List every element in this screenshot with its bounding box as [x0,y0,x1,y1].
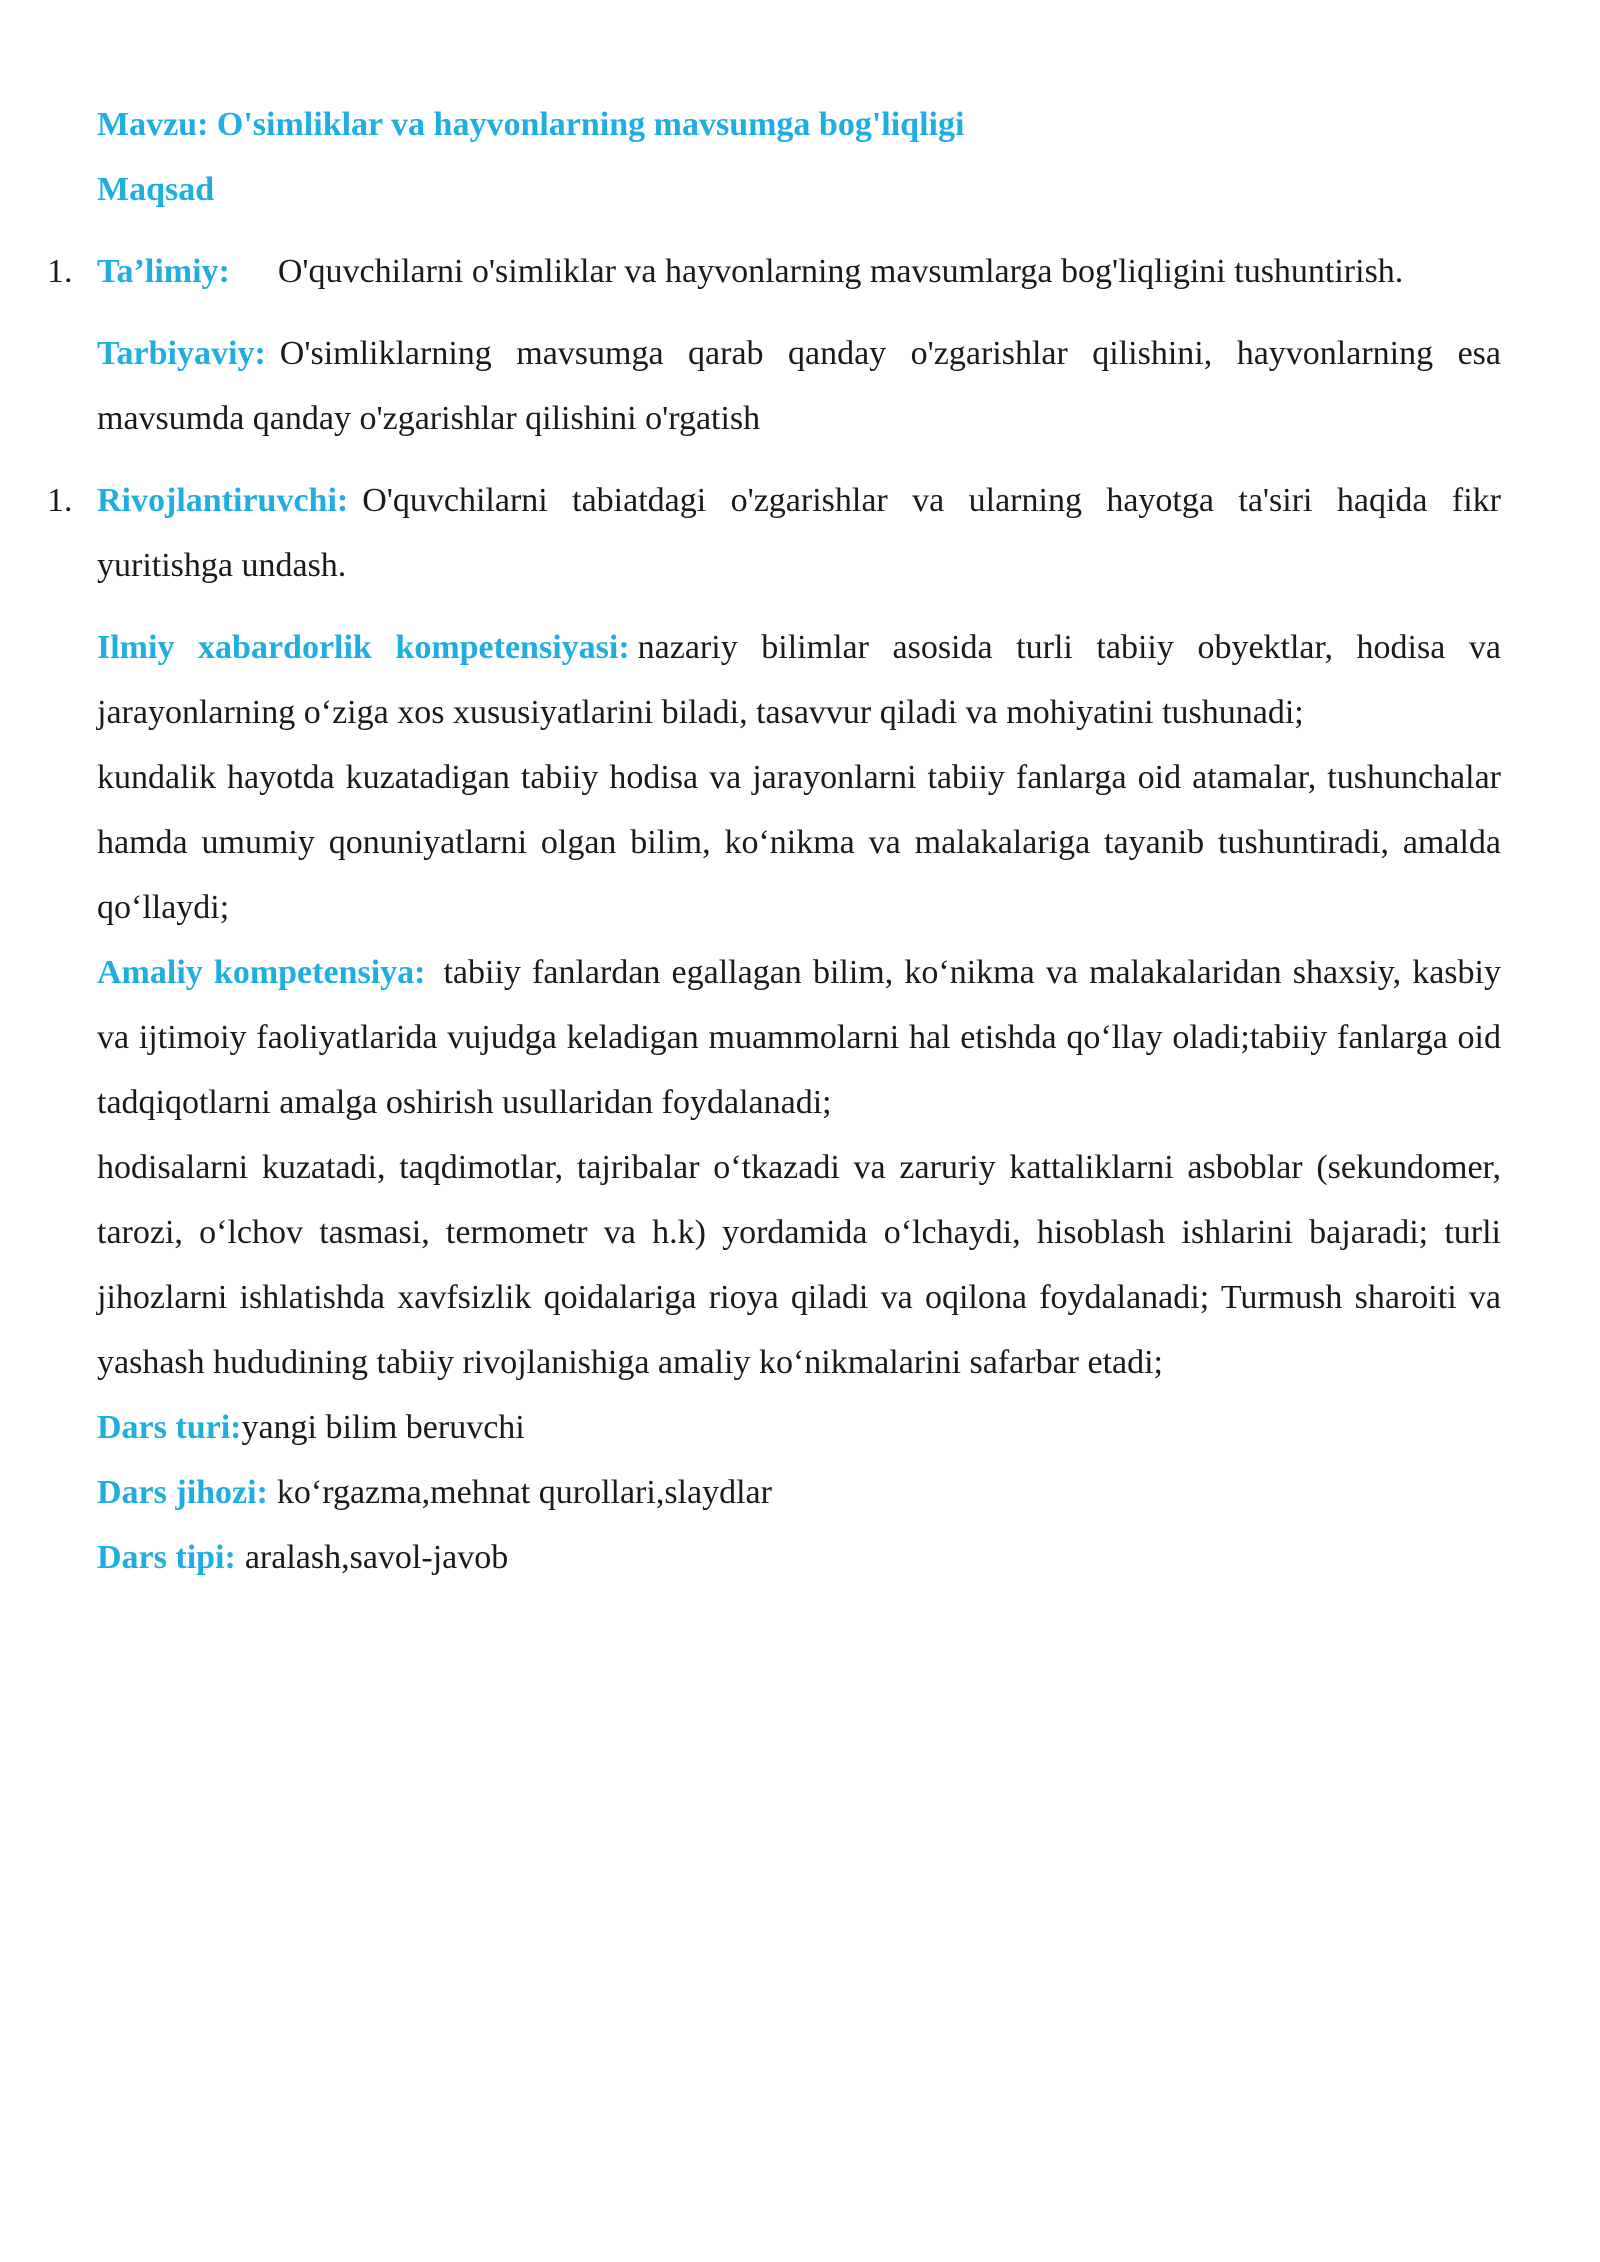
goal-label: Maqsad [97,171,215,208]
list-number: 1. [47,482,73,519]
amaliy-label: Amaliy kompetensiya: [97,954,426,991]
tarbiyaviy-paragraph [97,321,1501,451]
ilmiy-label: Ilmiy xabardorlik kompetensiyasi: [97,629,630,666]
topic-label: Mavzu: O'simliklar va hayvonlarning mavsumga bog'liqligi [97,106,965,143]
goal-heading [97,157,1501,222]
tarbiyaviy-text: O'simliklarning mavsumga qarab qanday o'zgarishlar qilishini, hayvonlarning esa mavsumda qanday o'zgarishlar qilishini o'rgatish [97,335,1501,437]
dars-turi-line [97,1395,1501,1460]
dars-turi-label: Dars turi: [97,1409,242,1446]
dars-jihozi-label: Dars jihozi: [97,1474,268,1511]
dars-tipi-line [97,1525,1501,1590]
rivojlantiruvchi-label: Rivojlantiruvchi: [97,482,349,519]
amaliy-paragraph [97,940,1501,1135]
talimiy-paragraph [47,239,1501,304]
dars-tipi-label: Dars tipi: [97,1539,236,1576]
dars-jihozi-line [97,1460,1501,1525]
kundalik-paragraph [97,745,1501,940]
rivojlantiruvchi-text: O'quvchilarni tabiatdagi o'zgarishlar va ularning hayotga ta'siri haqida fikr yuritishga undash. [97,482,1501,584]
ilmiy-text: nazariy bilimlar asosida turli tabiiy obyektlar, hodisa va jarayonlarning o‘ziga xos xususiyatlarini biladi, tasavvur qiladi va mohiyatini tushunadi; [97,629,1502,731]
hodisalar-text: hodisalarni kuzatadi, taqdimotlar, tajribalar o‘tkazadi va zaruriy kattaliklarni asboblar (sekundomer, tarozi, o‘lchov tasmasi, termometr va h.k) yordamida o‘lchaydi, hisoblash ishlarini bajaradi; turli jihozlarni ishlatishda xavfsizlik qoidalariga rioya qiladi va oqilona foydalanadi; Turmush sharoiti va yashash hududining tabiiy rivojlanishiga amaliy ko‘nikmalarini safarbar etadi; [97,1149,1501,1381]
tarbiyaviy-label: Tarbiyaviy: [97,335,266,372]
dars-tipi-text: aralash,savol-javob [244,1539,509,1576]
hodisalar-paragraph [97,1135,1501,1395]
document-page [47,92,1502,1590]
rivojlantiruvchi-paragraph [47,468,1501,598]
topic-heading [97,92,1501,157]
ilmiy-paragraph [97,615,1501,745]
amaliy-text: tabiiy fanlardan egallagan bilim, ko‘nikma va malakalaridan shaxsiy, kasbiy va ijtimoiy faoliyatlarida vujudga keladigan muammolarni hal etishda qo‘llay oladi;tabiiy fanlarga oid tadqiqotlarni amalga oshirish usullaridan foydalanadi; [97,954,1501,1121]
talimiy-label: Ta’limiy: [97,253,230,290]
dars-jihozi-text: ko‘rgazma,mehnat qurollari,slaydlar [276,1474,772,1511]
kundalik-text: kundalik hayotda kuzatadigan tabiiy hodisa va jarayonlarni tabiiy fanlarga oid atamalar, tushunchalar hamda umumiy qonuniyatlarni olgan bilim, ko‘nikma va malakalariga tayanib tushuntiradi, amalda qo‘llaydi; [97,759,1501,926]
talimiy-text: O'quvchilarni o'simliklar va hayvonlarning mavsumlarga bog'liqligini tushuntirish. [277,253,1404,290]
dars-turi-text: yangi bilim beruvchi [241,1409,525,1446]
list-number: 1. [47,253,73,290]
